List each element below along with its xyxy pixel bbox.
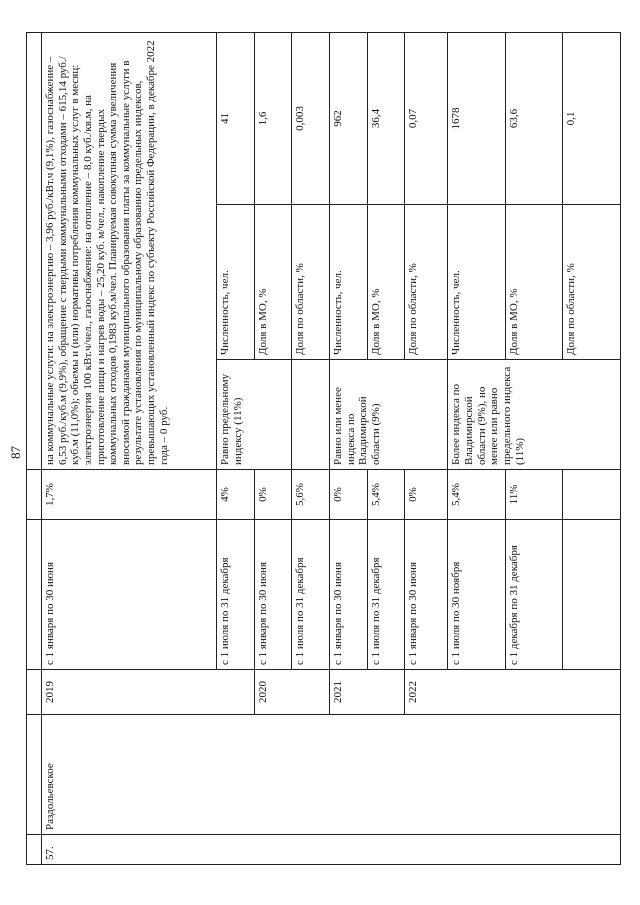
period-cell: с 1 января по 30 июня — [42, 520, 217, 670]
year-cell: 2022 — [405, 670, 621, 715]
period-cell: с 1 января по 30 июня — [405, 520, 448, 670]
index-cell: 0% — [254, 470, 292, 520]
index-cell: 0% — [329, 470, 367, 520]
value-cell: 1678 — [448, 33, 505, 205]
index-cell: 5,4% — [367, 470, 405, 520]
year-cell: 2020 — [254, 670, 329, 715]
value-cell: 0,003 — [292, 33, 330, 205]
index-cell: 4% — [217, 470, 255, 520]
header-cell — [27, 715, 42, 835]
group-label: Более индекса по Владимирской области (9%), но менее или равно предельного индекса (11%) — [448, 360, 621, 470]
metric-cell: Доля по области, % — [292, 205, 330, 360]
index-cell: 0% — [405, 470, 448, 520]
metric-cell: Доля в МО, % — [505, 205, 562, 360]
table-row — [42, 33, 217, 865]
group-label: Равно или менее индекса по Владимирской области (9%) — [329, 360, 448, 470]
index-cell: 5,4% — [448, 470, 505, 520]
period-cell: с 1 июля по 31 декабря — [217, 520, 255, 670]
header-cell — [27, 33, 42, 470]
period-cell-blank — [563, 520, 621, 670]
metric-cell: Доля по области, % — [405, 205, 448, 360]
index-cell: 5,6% — [292, 470, 330, 520]
metric-cell: Доля в МО, % — [367, 205, 405, 360]
row-number: 57. — [42, 835, 621, 865]
municipality-name: Раздольевское — [42, 715, 621, 835]
period-cell: с 1 июля по 31 декабря — [292, 520, 330, 670]
table-header-stub — [27, 33, 42, 865]
description-text: на коммунальные услуги: на электроэнергию – 3,96 руб./кВт.ч (9,1%), газоснабжение – 6,53 руб./куб.м (9,9%), обращение с твердыми коммунальными отходами – 615,14 руб./куб.м (11,0%); объемы и (или) нормативы потребления коммунальных услуг в месяц: электроэнергия 100 кВт.ч/чел., газоснабжение: на отопление – 8,0 куб./кв.м, на приготовление пищи и нагрев воды – 25,20 куб. м/чел., накопление твердых коммунальных отходов 0,1983 куб.м/чел. Планируемая совокупная сумма увеличения вносимой гражданами муниципального образования платы за коммунальные услуги в результате установления по муниципальному образованию предельных индексов, превышающих установленный индекс по субъекту Российской Федерации, в декабре 2022 года – 0 руб. — [42, 33, 217, 470]
header-cell — [27, 470, 42, 520]
tariff-table — [26, 32, 621, 865]
value-cell: 0,1 — [563, 33, 621, 205]
header-cell — [27, 835, 42, 865]
group-label: Равно предельному индексу (11%) — [217, 360, 292, 470]
metric-cell: Доля по области, % — [563, 205, 621, 360]
period-cell: с 1 декабря по 31 декабря — [505, 520, 562, 670]
index-cell: 11% — [505, 470, 562, 520]
index-cell: 1,7% — [42, 470, 217, 520]
header-cell — [27, 670, 42, 715]
period-cell: с 1 июля по 30 ноября — [448, 520, 505, 670]
page-number: 87 — [8, 446, 23, 459]
value-cell: 962 — [329, 33, 367, 205]
group-label-blank — [292, 360, 330, 470]
index-cell-blank — [563, 470, 621, 520]
period-cell: с 1 января по 30 июня — [254, 520, 292, 670]
year-cell: 2019 — [42, 670, 255, 715]
metric-cell: Численность, чел. — [217, 205, 255, 360]
value-cell: 41 — [217, 33, 255, 205]
period-cell: с 1 июля по 31 декабря — [367, 520, 405, 670]
value-cell: 0,07 — [405, 33, 448, 205]
header-cell — [27, 520, 42, 670]
year-cell: 2021 — [329, 670, 404, 715]
metric-cell: Численность, чел. — [329, 205, 367, 360]
value-cell: 1,6 — [254, 33, 292, 205]
value-cell: 63,6 — [505, 33, 562, 205]
metric-cell: Численность, чел. — [448, 205, 505, 360]
value-cell: 36,4 — [367, 33, 405, 205]
metric-cell: Доля в МО, % — [254, 205, 292, 360]
period-cell: с 1 января по 30 июня — [329, 520, 367, 670]
